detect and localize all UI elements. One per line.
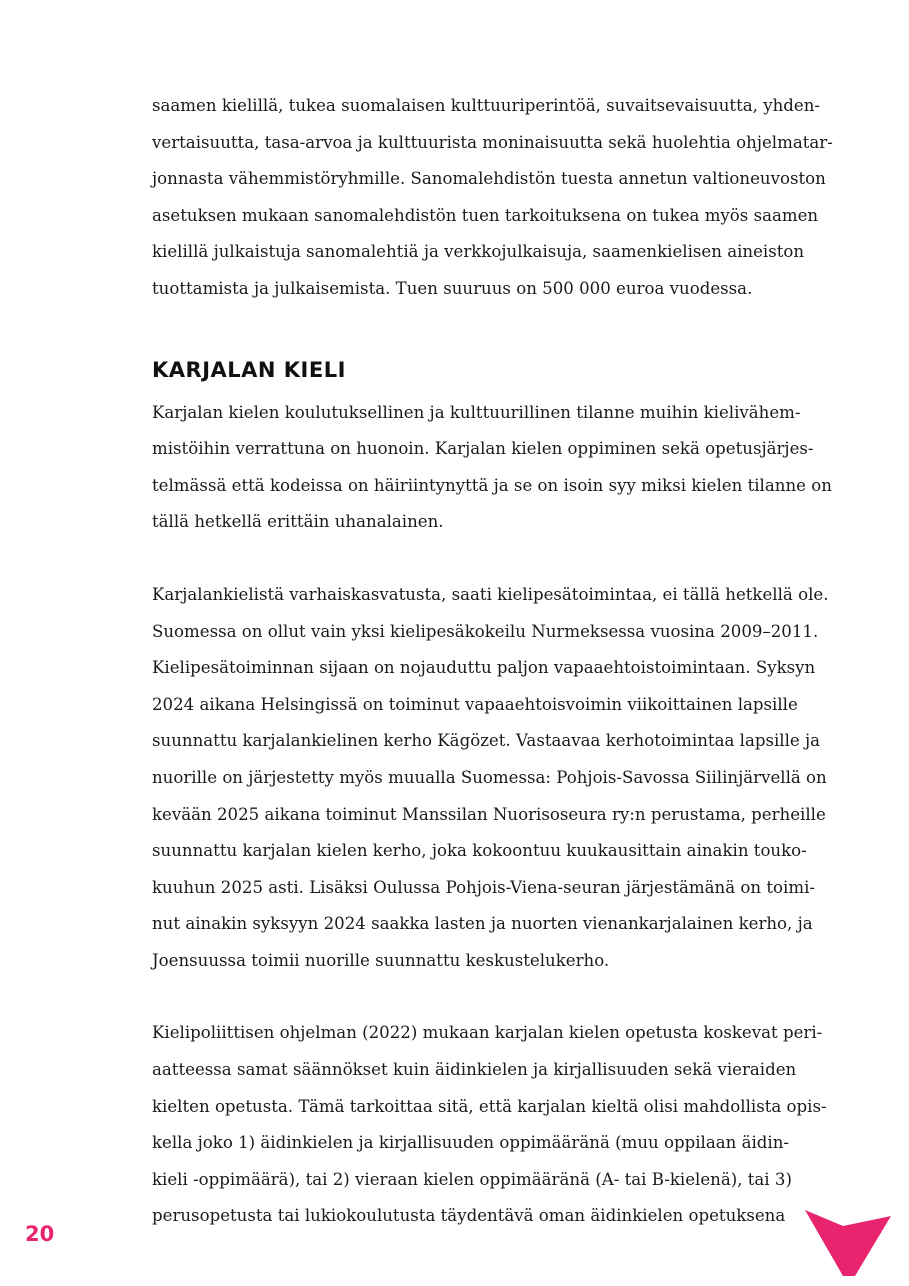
text-line: Karjalan kielen koulutuksellinen ja kulttuurillinen tilanne muihin kielivähem-: [152, 402, 801, 422]
text-line: kielten opetusta. Tämä tarkoittaa sitä, että karjalan kieltä olisi mahdollista opis-: [152, 1096, 827, 1116]
text-line: Joensuussa toimii nuorille suunnattu keskustelukerho.: [152, 950, 610, 970]
text-line: asetuksen mukaan sanomalehdistön tuen tarkoituksena on tukea myös saamen: [152, 205, 819, 225]
text-line: kuuhun 2025 asti. Lisäksi Oulussa Pohjois-Viena-seuran järjestämänä on toimi-: [152, 877, 815, 897]
text-line: aatteessa samat säännökset kuin äidinkielen ja kirjallisuuden sekä vieraiden: [152, 1060, 797, 1080]
page-content: [152, 88, 832, 1235]
paragraph-intro: [152, 88, 832, 308]
text-line: jonnasta vähemmistöryhmille. Sanomalehdistön tuesta annetun valtioneuvoston: [152, 169, 826, 189]
logo-shape: [805, 1210, 891, 1276]
text-line: tällä hetkellä erittäin uhanalainen.: [152, 512, 444, 532]
paragraph-karjalan-2: [152, 577, 832, 980]
text-line: 2024 aikana Helsingissä on toiminut vapaaehtoisvoimin viikoittainen lapsille: [152, 694, 798, 714]
text-line: Kielipoliittisen ohjelman (2022) mukaan karjalan kielen opetusta koskevat peri-: [152, 1023, 823, 1043]
text-line: kieli -oppimäärä), tai 2) vieraan kielen oppimääränä (A- tai B-kielenä), tai 3): [152, 1169, 792, 1189]
text-line: suunnattu karjalankielinen kerho Kägözet. Vastaavaa kerhotoimintaa lapsille ja: [152, 731, 821, 751]
text-line: perusopetusta tai lukiokoulutusta täydentävä oman äidinkielen opetuksena: [152, 1206, 786, 1226]
text-line: kielillä julkaistuja sanomalehtiä ja verkkojulkaisuja, saamenkielisen aineiston: [152, 242, 805, 262]
paragraph-karjalan-1: [152, 395, 832, 541]
text-line: kella joko 1) äidinkielen ja kirjallisuuden oppimääränä (muu oppilaan äidin-: [152, 1133, 789, 1153]
text-line: nut ainakin syksyyn 2024 saakka lasten ja nuorten vienankarjalainen kerho, ja: [152, 914, 813, 934]
paragraph-karjalan-3: [152, 1015, 832, 1235]
text-line: suunnattu karjalan kielen kerho, joka kokoontuu kuukausittain ainakin touko-: [152, 841, 807, 861]
text-line: nuorille on järjestetty myös muualla Suomessa: Pohjois-Savossa Siilinjärvellä on: [152, 767, 827, 787]
text-line: Suomessa on ollut vain yksi kielipesäkokeilu Nurmeksessa vuosina 2009–2011.: [152, 621, 819, 641]
text-line: vertaisuutta, tasa-arvoa ja kulttuurista moninaisuutta sekä huolehtia ohjelmatar-: [152, 132, 833, 152]
section-heading: KARJALAN KIELI: [152, 357, 346, 382]
text-line: kevään 2025 aikana toiminut Manssilan Nuorisoseura ry:n perustama, perheille: [152, 804, 826, 824]
paragraph-gap: [152, 541, 832, 577]
text-line: tuottamista ja julkaisemista. Tuen suuruus on 500 000 euroa vuodessa.: [152, 278, 753, 298]
text-line: Karjalankielistä varhaiskasvatusta, saati kielipesätoimintaa, ei tällä hetkellä ole.: [152, 584, 829, 604]
text-line: telmässä että kodeissa on häiriintynyttä ja se on isoin syy miksi kielen tilanne on: [152, 475, 832, 495]
text-line: mistöihin verrattuna on huonoin. Karjalan kielen oppiminen sekä opetusjärjes-: [152, 439, 814, 459]
paragraph-gap: [152, 979, 832, 1015]
v-chevron-logo-icon: [803, 1208, 893, 1278]
text-line: Kielipesätoiminnan sijaan on nojauduttu paljon vapaaehtoistoimintaan. Syksyn: [152, 658, 816, 678]
page-number: 20: [25, 1222, 55, 1246]
text-line: saamen kielillä, tukea suomalaisen kulttuuriperintöä, suvaitsevaisuutta, yhden-: [152, 96, 820, 115]
